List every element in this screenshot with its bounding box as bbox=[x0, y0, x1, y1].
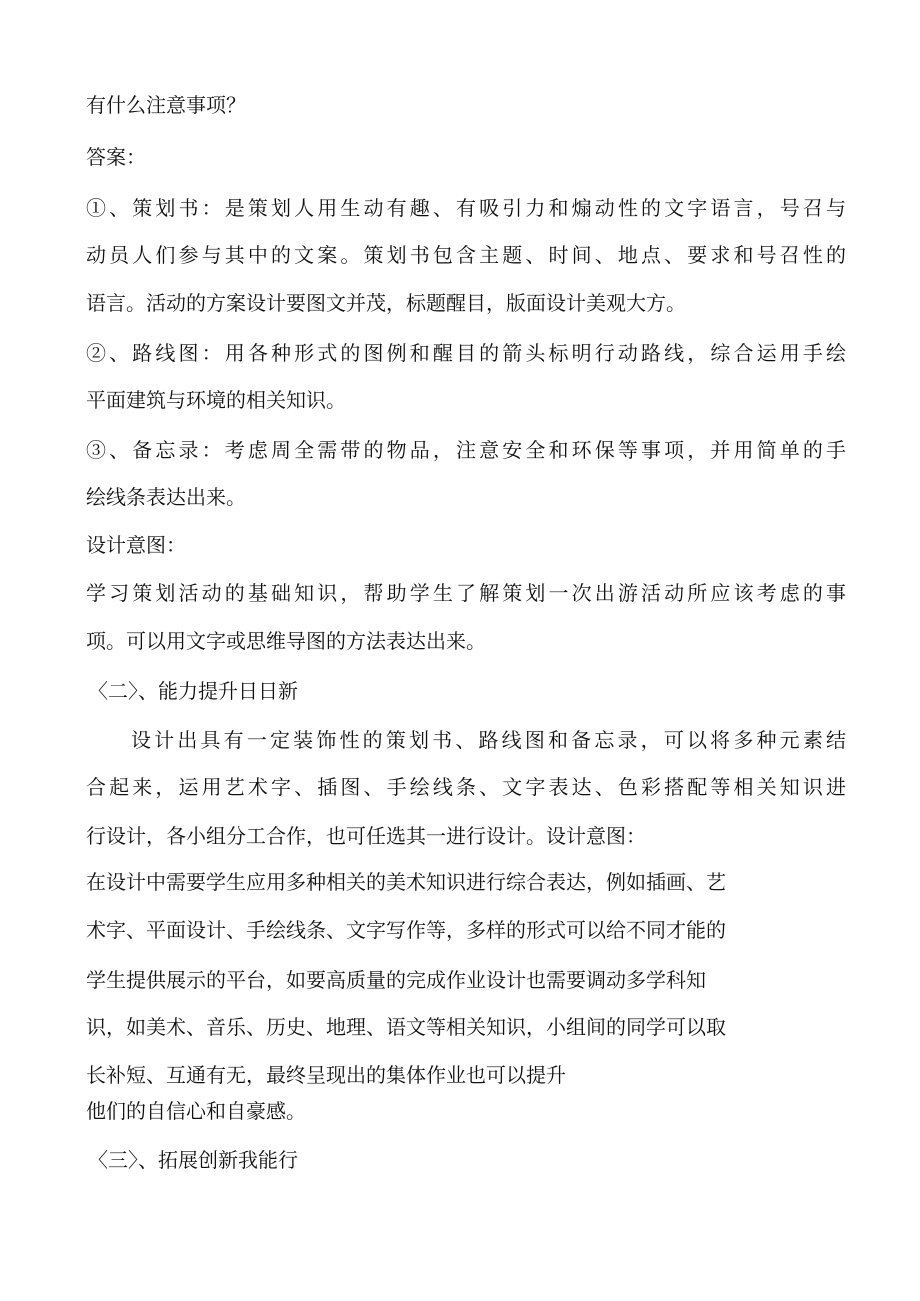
text-line: 学习策划活动的基础知识，帮助学生了解策划一次出游活动所应该考虑的事 bbox=[86, 581, 846, 605]
text-line: 设计出具有一定装饰性的策划书、路线图和备忘录，可以将多种元素结 bbox=[131, 728, 846, 752]
text-line: 学生提供展示的平台，如要高质量的完成作业设计也需要调动多学科知 bbox=[86, 968, 706, 992]
text-line: 语言。活动的方案设计要图文并茂，标题醒目，版面设计美观大方。 bbox=[86, 291, 686, 315]
text-line: 合起来，运用艺术字、插图、手绘线条、文字表达、色彩搭配等相关知识进 bbox=[86, 775, 846, 799]
text-line: 他们的自信心和自豪感。 bbox=[86, 1099, 306, 1123]
text-line: ①、策划书：是策划人用生动有趣、有吸引力和煽动性的文字语言，号召与 bbox=[86, 196, 846, 220]
text-line: 绘线条表达出来。 bbox=[86, 485, 246, 509]
text-line: 平面建筑与环境的相关知识。 bbox=[86, 388, 346, 412]
design-intent-label: 设计意图： bbox=[86, 533, 186, 557]
answer-label: 答案： bbox=[86, 145, 146, 169]
text-line: 动员人们参与其中的文案。策划书包含主题、时间、地点、要求和号召性的 bbox=[86, 243, 846, 267]
text-line: 行设计，各小组分工合作，也可任选其一进行设计。设计意图： bbox=[86, 824, 646, 848]
text-line: 项。可以用文字或思维导图的方法表达出来。 bbox=[86, 629, 486, 653]
section-heading: 〈三〉、拓展创新我能行 bbox=[88, 1148, 298, 1172]
text-line: ②、路线图：用各种形式的图例和醒目的箭头标明行动路线，综合运用手绘 bbox=[86, 341, 846, 365]
text-line: ③、备忘录：考虑周全需带的物品，注意安全和环保等事项，并用简单的手 bbox=[86, 438, 846, 462]
section-heading: 〈二〉、能力提升日日新 bbox=[88, 679, 298, 703]
text-line: 长补短、互通有无，最终呈现出的集体作业也可以提升 bbox=[86, 1063, 566, 1087]
text-line: 有什么注意事项？ bbox=[86, 93, 246, 117]
text-line: 术字、平面设计、手绘线条、文字写作等，多样的形式可以给不同才能的 bbox=[86, 918, 726, 942]
text-line: 识，如美术、音乐、历史、地理、语文等相关知识，小组间的同学可以取 bbox=[86, 1015, 726, 1039]
text-line: 在设计中需要学生应用多种相关的美术知识进行综合表达，例如插画、艺 bbox=[86, 870, 726, 894]
